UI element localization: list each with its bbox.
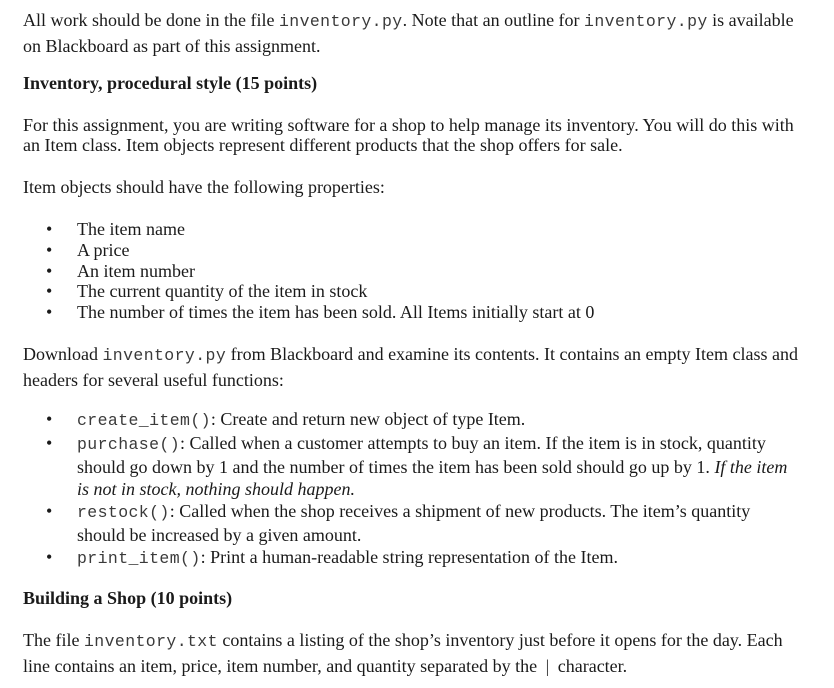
function-name: restock() bbox=[77, 503, 170, 522]
inventory-file-paragraph bbox=[23, 628, 813, 678]
list-item bbox=[23, 500, 791, 546]
intro-text-3: is available on Blackboard as part of this assignment. bbox=[23, 10, 794, 56]
properties-intro: Item objects should have the following properties: bbox=[23, 177, 385, 197]
function-name: purchase() bbox=[77, 435, 181, 454]
section-heading-inventory: Inventory, procedural style (15 points) bbox=[23, 73, 318, 93]
list-item bbox=[23, 432, 791, 500]
list-item: • An item number bbox=[23, 261, 783, 282]
shop-text-1: The file bbox=[23, 630, 84, 650]
function-description: : Print a human-readable string representation of the Item. bbox=[200, 547, 618, 567]
properties-list bbox=[23, 219, 783, 323]
function-name: create_item() bbox=[77, 411, 211, 430]
list-item: • The number of times the item has been sold. All Items initially start at 0 bbox=[23, 302, 783, 323]
intro-text-2: . Note that an outline for bbox=[402, 10, 585, 30]
shop-code: inventory.txt bbox=[83, 632, 218, 651]
function-name: print_item() bbox=[77, 549, 201, 568]
function-description: : Called when the shop receives a shipment of new products. The item’s quantity should be increased by a given amount. bbox=[77, 501, 751, 545]
function-description-italic: If the item is not in stock, nothing should happen. bbox=[77, 457, 788, 499]
intro-paragraph bbox=[23, 8, 813, 58]
function-description: : Create and return new object of type Item. bbox=[210, 409, 526, 429]
separator-char: | bbox=[545, 656, 550, 676]
list-item: • The item name bbox=[23, 219, 783, 240]
intro-code-1: inventory.py bbox=[278, 12, 403, 31]
list-item: • The current quantity of the item in stock bbox=[23, 281, 783, 302]
list-item bbox=[23, 546, 791, 570]
shop-text-2: contains a listing of the shop’s inventory just before it opens for the day. Each line contains an item, price, item number, and quantity separated by the bbox=[23, 630, 783, 676]
section-heading-shop: Building a Shop (10 points) bbox=[23, 588, 233, 608]
download-text-1: Download bbox=[23, 344, 103, 364]
function-description: : Called when a customer attempts to buy an item. If the item is in stock, quantity should go down by 1 and the number of times the item has been sold should go up by 1. bbox=[77, 433, 766, 477]
download-text-2: from Blackboard and examine its contents. It contains an empty Item class and headers for several useful functions: bbox=[23, 344, 798, 390]
functions-list bbox=[23, 408, 791, 570]
download-paragraph bbox=[23, 342, 813, 392]
shop-text-3: character. bbox=[553, 656, 628, 676]
list-item bbox=[23, 408, 791, 432]
assignment-description: For this assignment, you are writing software for a shop to help manage its inventory. You will do this with an Item class. Item objects represent different products that the shop offers for sale. bbox=[23, 115, 794, 155]
intro-text-1: All work should be done in the file bbox=[23, 10, 279, 30]
list-item: • A price bbox=[23, 240, 783, 261]
intro-code-2: inventory.py bbox=[584, 12, 708, 31]
download-code: inventory.py bbox=[102, 346, 227, 365]
